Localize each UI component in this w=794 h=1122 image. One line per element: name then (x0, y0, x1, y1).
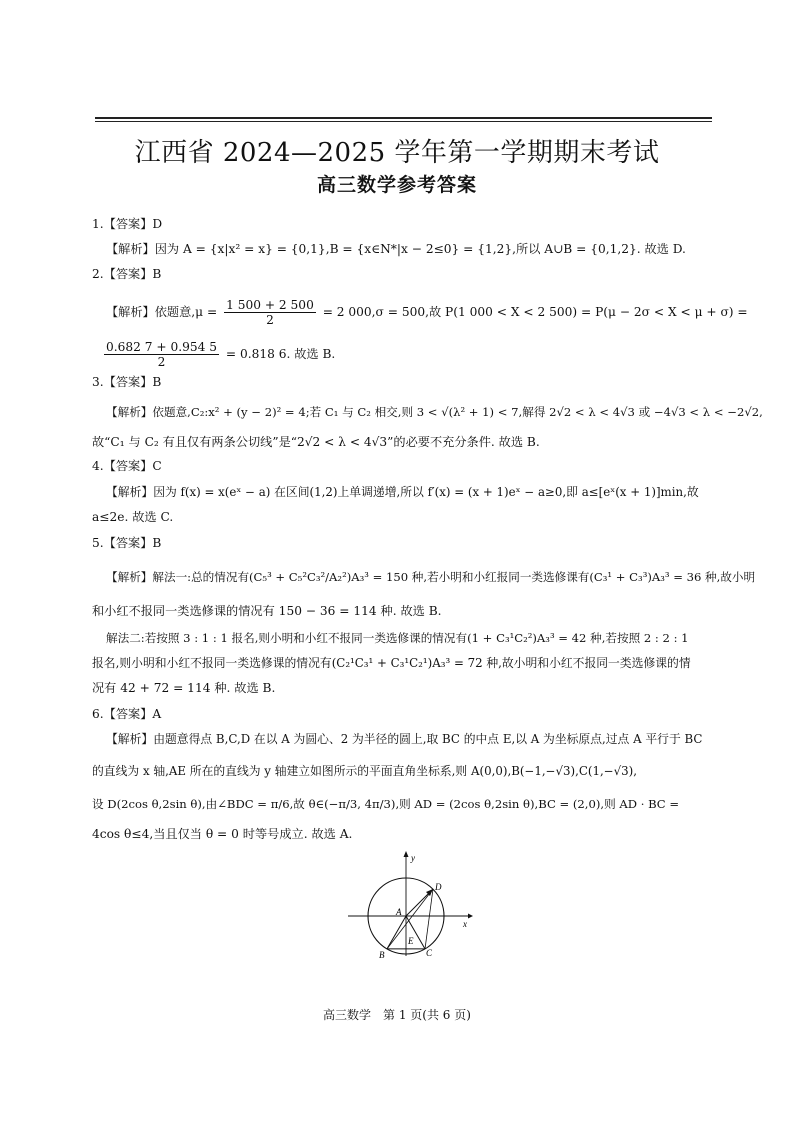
q2-answer: 2.【答案】B (92, 267, 162, 281)
q6-analysis-line1: 【解析】由题意得点 B,C,D 在以 A 为圆心、2 为半径的圆上,取 BC 的中点 E,以 A 为坐标原点,过点 A 平行于 BC (106, 732, 703, 746)
q2-frac2-num: 0.682 7 + 0.954 5 (106, 340, 217, 354)
label-D: D (435, 882, 442, 892)
q2-analysis-line2 (92, 340, 335, 369)
q4-analysis-line1: 【解析】因为 f(x) = x(eˣ − a) 在区间(1,2)上单调递增,所以 f′(x) = (x + 1)eˣ − a≥0,即 a≤[eˣ(x + 1)]min,故 (106, 485, 699, 499)
q5-analysis-line5: 况有 42 + 72 = 114 种. 故选 B. (92, 681, 276, 695)
q2-frac1-den: 2 (266, 313, 274, 327)
top-rule (95, 117, 712, 119)
q1-answer: 1.【答案】D (92, 217, 163, 231)
q4-answer: 4.【答案】C (92, 459, 162, 473)
q2-analysis-a: 【解析】依题意,μ = (106, 305, 218, 319)
q5-analysis-line1: 【解析】解法一:总的情况有(C₅³ + C₅²C₃²/A₂²)A₃³ = 150 种,若小明和小红报同一类选修课有(C₃¹ + C₃³)A₃³ = 36 种,故小明 (106, 570, 756, 584)
q6-analysis-line2: 的直线为 x 轴,AE 所在的直线为 y 轴建立如图所示的平面直角坐标系,则 A(0,0),B(−1,−√3),C(1,−√3), (92, 764, 638, 778)
label-B: B (379, 950, 385, 958)
top-rule-thin (95, 121, 712, 122)
segment-AB (387, 916, 406, 949)
y-axis-arrow-icon (404, 851, 409, 857)
q3-analysis-line2: 故“C₁ 与 C₂ 有且仅有两条公切线”是“2√2 < λ < 4√3”的必要不充分条件. 故选 B. (92, 435, 540, 449)
q4-analysis-line2: a≤2e. 故选 C. (92, 510, 174, 524)
exam-title: 江西省 2024—2025 学年第一学期期末考试 (134, 138, 660, 168)
q6-analysis-line4: 4cos θ≤4,当且仅当 θ = 0 时等号成立. 故选 A. (92, 827, 353, 841)
page-footer: 高三数学 第 1 页(共 6 页) (323, 1008, 471, 1022)
q2-frac2-den: 2 (157, 355, 166, 369)
answer-key-subtitle: 高三数学参考答案 (316, 174, 477, 196)
q5-analysis-line3: 解法二:若按照 3 : 1 : 1 报名,则小明和小红不报同一类选修课的情况有(1 + C₃¹C₂²)A₃³ = 42 种,若按照 2 : 2 : 1 (106, 631, 689, 645)
q3-analysis-line1: 【解析】依题意,C₂:x² + (y − 2)² = 4;若 C₁ 与 C₂ 相交,则 3 < √(λ² + 1) < 7,解得 2√2 < λ < 4√3 或 −4√3 < λ < −2√2, (106, 405, 763, 419)
x-axis-arrow-icon (468, 914, 473, 919)
label-C: C (426, 948, 433, 958)
q2-analysis-line1 (106, 298, 748, 327)
label-x: x (463, 919, 467, 929)
q5-analysis-line2: 和小红不报同一类选修课的情况有 150 − 36 = 114 种. 故选 B. (92, 604, 442, 618)
label-y: y (411, 853, 415, 863)
q6-answer: 6.【答案】A (92, 707, 162, 721)
q2-analysis-c: = 0.818 6. 故选 B. (225, 347, 336, 361)
q1-analysis: 【解析】因为 A = {x|x² = x} = {0,1},B = {x∈N*|x − 2≤0} = {1,2},所以 A∪B = {0,1,2}. 故选 D. (106, 242, 686, 256)
q2-fraction-prob (104, 340, 219, 369)
q2-analysis-b: = 2 000,σ = 500,故 P(1 000 < X < 2 500) = P(μ − 2σ < X < μ + σ) = (322, 305, 748, 319)
q2-frac1-num: 1 500 + 2 500 (226, 298, 314, 312)
circle-coordinate-figure (340, 848, 480, 958)
q6-analysis-line3: 设 D(2cos θ,2sin θ),由∠BDC = π/6,故 θ∈(−π/3, 4π/3),则 AD = (2cos θ,2sin θ),BC = (2,0),则 AD · BC = (92, 797, 680, 811)
q5-answer: 5.【答案】B (92, 536, 162, 550)
q2-fraction-mu (224, 298, 316, 327)
q3-answer: 3.【答案】B (92, 375, 162, 389)
q5-analysis-line4: 报名,则小明和小红不报同一类选修课的情况有(C₂¹C₃¹ + C₃¹C₂¹)A₃³ = 72 种,故小明和小红不报同一类选修课的情 (92, 656, 691, 670)
label-E: E (408, 936, 414, 946)
label-A: A (396, 907, 402, 917)
